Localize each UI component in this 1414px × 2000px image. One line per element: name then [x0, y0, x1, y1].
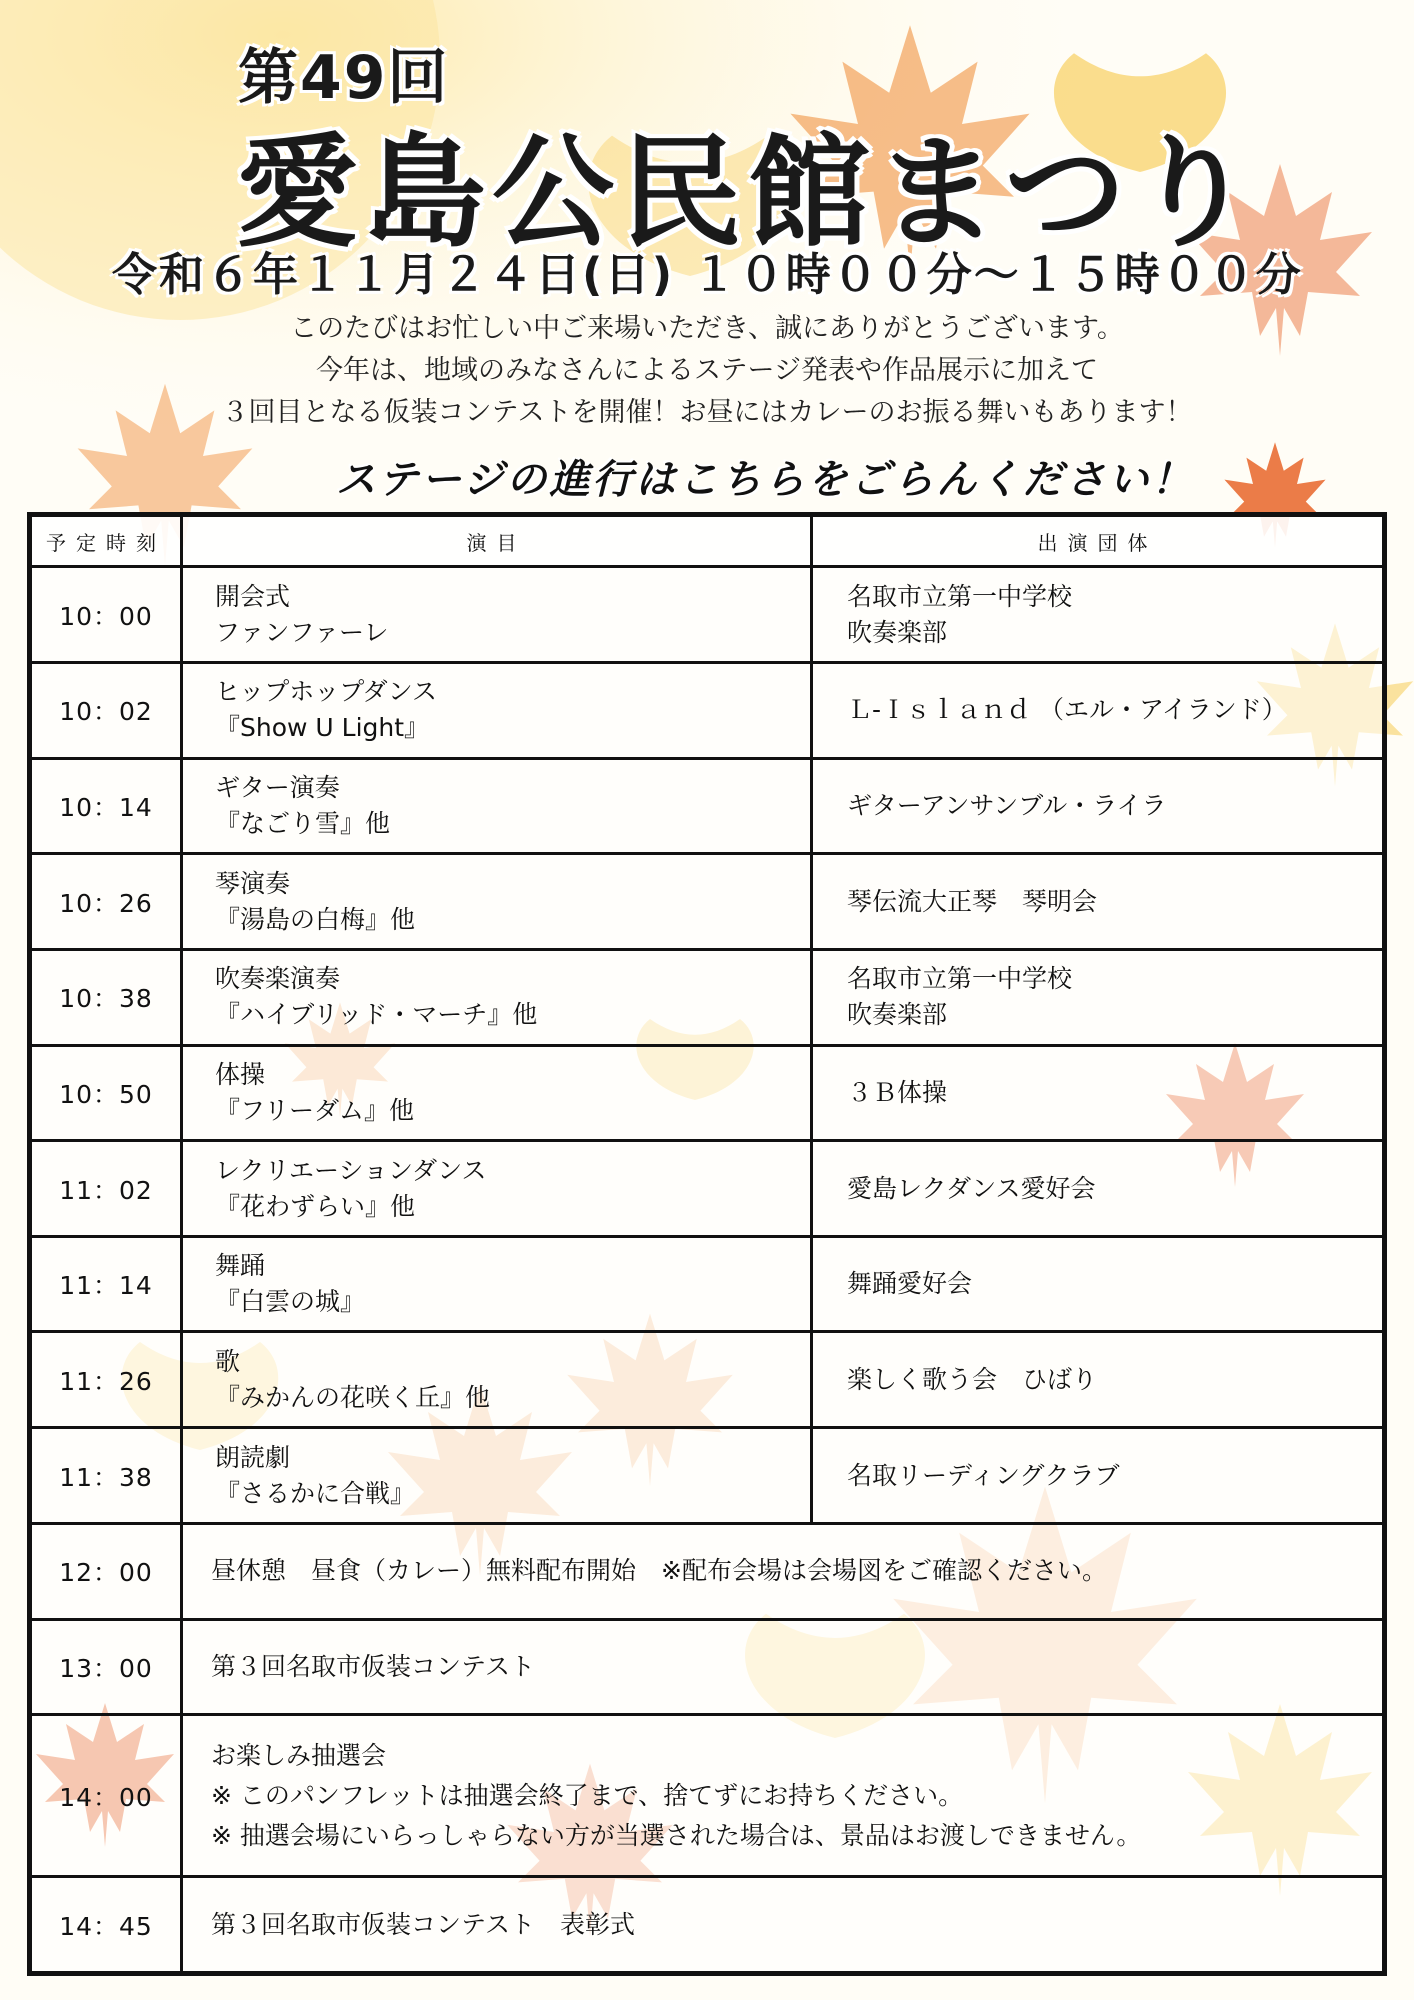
- group-line: 吹奏楽部: [847, 617, 948, 647]
- group-cell: [812, 1141, 1385, 1237]
- group-line: 楽しく歌う会 ひばり: [847, 1364, 1098, 1394]
- performance-line: 『Show U Light』: [215, 713, 430, 743]
- table-row: [30, 949, 1385, 1045]
- performance-cell: [182, 949, 812, 1045]
- group-line: 愛島レクダンス愛好会: [847, 1173, 1096, 1203]
- performance-cell: [182, 1428, 812, 1524]
- table-row-wide: [30, 1523, 1385, 1619]
- table-row: [30, 1141, 1385, 1237]
- group-line: 名取市立第一中学校: [847, 964, 1073, 994]
- event-line: 昼休憩 昼食（カレー）無料配布開始 ※配布会場は会場図をご確認ください。: [211, 1556, 1107, 1586]
- time-cell: 10：38: [30, 949, 182, 1045]
- time-cell: 12：00: [30, 1523, 182, 1619]
- performance-line: 開会式: [215, 581, 291, 611]
- performance-line: 『花わずらい』他: [215, 1191, 416, 1221]
- group-cell: [812, 854, 1385, 950]
- group-cell: [812, 1045, 1385, 1141]
- performance-cell: [182, 1236, 812, 1332]
- event-cell: [182, 1619, 1385, 1715]
- group-line: ３Ｂ体操: [847, 1077, 948, 1107]
- table-row: [30, 662, 1385, 758]
- performance-cell: [182, 758, 812, 854]
- performance-line: 体操: [215, 1059, 266, 1089]
- table-row: [30, 567, 1385, 663]
- group-cell: [812, 1332, 1385, 1428]
- performance-cell: [182, 1332, 812, 1428]
- performance-line: ファンファーレ: [215, 617, 389, 647]
- table-row: [30, 854, 1385, 950]
- group-cell: [812, 758, 1385, 854]
- performance-line: ギター演奏: [215, 772, 340, 802]
- group-cell: [812, 1236, 1385, 1332]
- time-cell: 13：00: [30, 1619, 182, 1715]
- performance-line: 『フリーダム』他: [215, 1095, 415, 1125]
- greeting-line: 今年は、地域のみなさんによるステージ発表や作品展示に加えて: [316, 355, 1098, 386]
- performance-line: 歌: [215, 1346, 241, 1376]
- performance-line: レクリエーションダンス: [215, 1155, 487, 1185]
- performance-line: 『ハイブリッド・マーチ』他: [215, 1000, 538, 1030]
- event-datetime: 令和６年１１月２４日(日) １０時００分～１５時００分: [112, 248, 1303, 301]
- header-performance: 演目: [182, 515, 812, 567]
- program-rows: [30, 567, 1385, 1524]
- event-cell: [182, 1523, 1385, 1619]
- program-wide-rows: [30, 1523, 1385, 1973]
- header-group: 出演団体: [812, 515, 1385, 567]
- group-cell: [812, 567, 1385, 663]
- event-title: 愛島公民館まつり: [236, 122, 1260, 264]
- performance-line: 舞踊: [215, 1251, 266, 1281]
- event-line: 第３回名取市仮装コンテスト: [211, 1651, 536, 1681]
- performance-line: 『みかんの花咲く丘』他: [215, 1382, 491, 1412]
- event-cell: [182, 1715, 1385, 1877]
- greeting-line: このたびはお忙しい中ご来場いただき、誠にありがとうございます。: [290, 313, 1124, 344]
- table-row: [30, 758, 1385, 854]
- time-cell: 10：26: [30, 854, 182, 950]
- table-row: [30, 1332, 1385, 1428]
- performance-cell: [182, 1045, 812, 1141]
- group-cell: [812, 662, 1385, 758]
- table-header-row: [30, 515, 1385, 567]
- group-line: ギターアンサンブル・ライラ: [847, 790, 1167, 820]
- event-line: ※ このパンフレットは抽選会終了まで、捨てずにお持ちください。: [211, 1780, 964, 1810]
- group-line: 吹奏楽部: [847, 1000, 948, 1030]
- performance-line: 吹奏楽演奏: [215, 964, 341, 994]
- time-cell: 11：02: [30, 1141, 182, 1237]
- table-row: [30, 1045, 1385, 1141]
- performance-line: 『湯島の白梅』他: [215, 904, 416, 934]
- group-cell: [812, 949, 1385, 1045]
- group-line: 名取リーディングクラブ: [847, 1460, 1120, 1490]
- time-cell: 11：38: [30, 1428, 182, 1524]
- time-cell: 14：00: [30, 1715, 182, 1877]
- edition-number: 第49回: [238, 43, 450, 113]
- greeting-line: ３回目となる仮装コンテストを開催！お昼にはカレーのお振る舞いもあります！: [221, 397, 1193, 428]
- performance-cell: [182, 1141, 812, 1237]
- performance-cell: [182, 662, 812, 758]
- event-line: ※ 抽選会場にいらっしゃらない方が当選された場合は、景品はお渡しできません。: [211, 1820, 1142, 1850]
- stage-program-table: [27, 512, 1387, 1976]
- time-cell: 10：14: [30, 758, 182, 854]
- performance-cell: [182, 567, 812, 663]
- event-cell: [182, 1877, 1385, 1974]
- table-row-wide: [30, 1877, 1385, 1974]
- time-cell: 11：26: [30, 1332, 182, 1428]
- performance-line: 『白雲の城』: [215, 1287, 366, 1317]
- header-time: 予定時刻: [30, 515, 182, 567]
- table-row: [30, 1428, 1385, 1524]
- performance-cell: [182, 854, 812, 950]
- performance-line: 『なごり雪』他: [215, 808, 391, 838]
- group-line: 名取市立第一中学校: [847, 581, 1073, 611]
- time-cell: 10：02: [30, 662, 182, 758]
- performance-line: 朗読劇: [215, 1442, 291, 1472]
- group-line: 舞踊愛好会: [847, 1269, 973, 1299]
- table-row: [30, 1236, 1385, 1332]
- performance-line: 琴演奏: [215, 868, 291, 898]
- table-row-wide: [30, 1715, 1385, 1877]
- greeting-message: [0, 308, 1414, 434]
- table-row-wide: [30, 1619, 1385, 1715]
- stage-schedule-heading: ステージの進行はこちらをごらんください！: [336, 457, 1195, 503]
- group-line: Ｌ-Ｉｓｌａｎｄ （エル・アイランド）: [847, 695, 1287, 725]
- time-cell: 14：45: [30, 1877, 182, 1974]
- performance-line: 『さるかに合戦』: [215, 1478, 416, 1508]
- time-cell: 11：14: [30, 1236, 182, 1332]
- performance-line: ヒップホップダンス: [215, 677, 438, 707]
- event-line: お楽しみ抽選会: [211, 1740, 387, 1770]
- time-cell: 10：50: [30, 1045, 182, 1141]
- group-line: 琴伝流大正琴 琴明会: [847, 886, 1098, 916]
- time-cell: 10：00: [30, 567, 182, 663]
- event-line: 第３回名取市仮装コンテスト 表彰式: [211, 1909, 636, 1939]
- group-cell: [812, 1428, 1385, 1524]
